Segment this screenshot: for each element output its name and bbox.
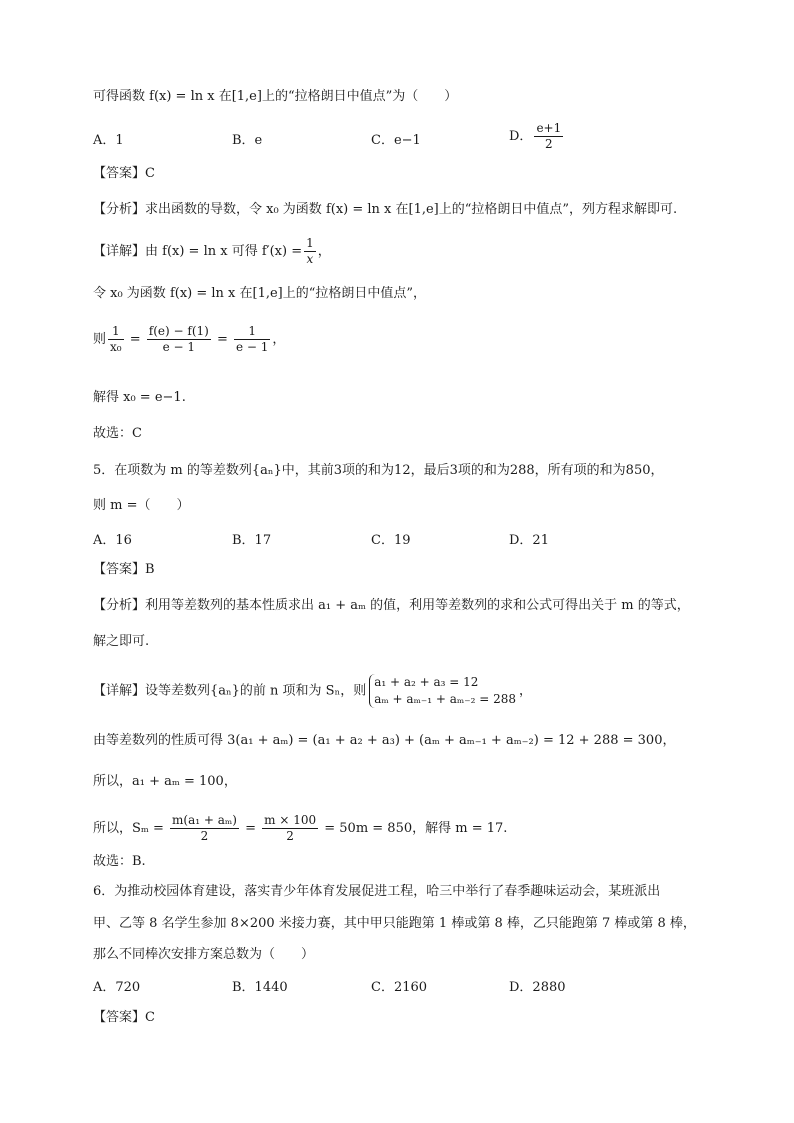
q5-so2-prefix: 所以，Sₘ =: [93, 821, 164, 836]
q5-detail-suffix: ，: [519, 683, 533, 699]
q4-then-frac1-den: x₀: [110, 340, 122, 354]
q6-answer: 【答案】C: [93, 1010, 155, 1025]
q4-then-suffix: ，: [272, 332, 286, 347]
q6-stem-line2: 甲、乙等 8 名学生参加 8×200 米接力赛，其中甲只能跑第 1 棒或第 8 棒，乙只能跑第 7 棒或第 8 棒，: [93, 916, 696, 931]
q4-detail-numerator: 1: [306, 236, 314, 250]
q5-option-b: B．17: [232, 533, 272, 548]
q5-analysis-line1: 【分析】利用等差数列的基本性质求出 a₁ + aₘ 的值，利用等差数列的求和公式可得出关于 m 的等式，: [93, 598, 690, 613]
q4-options: [93, 121, 713, 151]
q4-detail-fraction: [304, 236, 316, 267]
q6-stem-line1: 6．为推动校园体育建设，落实青少年体育发展促进工程，哈三中举行了春季趣味运动会，某班派出: [93, 884, 661, 899]
q4-let-line: 令 x₀ 为函数 f(x) = ln x 在[1,e]上的“拉格朗日中值点”，: [93, 286, 427, 301]
q4-then-frac1: [108, 324, 124, 355]
q4-detail: [93, 236, 331, 267]
q5-property: 由等差数列的性质可得 3(a₁ + aₘ) = (a₁ + a₂ + a₃) + (aₘ + aₘ₋₁ + aₘ₋₂) = 12 + 288 = 300，: [93, 733, 676, 748]
q5-answer: 【答案】B: [93, 562, 155, 577]
q4-then-frac3-num: 1: [234, 324, 270, 340]
q5-so2-eq: =: [245, 821, 256, 836]
q5-so1: 所以，a₁ + aₘ = 100，: [93, 774, 237, 789]
q4-then-frac2-den: e − 1: [162, 340, 195, 354]
q5-so2: [93, 813, 507, 844]
q4-analysis: 【分析】求出函数的导数，令 x₀ 为函数 f(x) = ln x 在[1,e]上的“拉格朗日中值点”，列方程求解即可.: [93, 202, 678, 217]
q4-then-frac2: [147, 324, 211, 355]
q4-then-label: 则: [93, 332, 107, 347]
q4-option-a: A．1: [93, 133, 124, 148]
q5-option-a: A．16: [93, 533, 132, 548]
q4-option-d-label: D．: [509, 129, 533, 144]
q4-detail-prefix: 【详解】由 f(x) = ln x 可得 f′(x) =: [93, 244, 303, 259]
q4-then-eq1: =: [129, 332, 141, 347]
q5-so2-frac2: [262, 813, 318, 844]
q5-detail: [93, 674, 532, 708]
q4-option-d: [509, 121, 565, 152]
q6-stem-line3: 那么不同棒次安排方案总数为（ ）: [93, 947, 315, 962]
q4-option-c: C．e−1: [371, 133, 421, 148]
q5-so2-frac1-num: m(a₁ + aₘ): [172, 813, 237, 827]
q4-option-d-numerator: e+1: [536, 121, 562, 135]
q4-option-b: B．e: [232, 133, 263, 148]
q5-so2-frac2-num: m × 100: [264, 813, 317, 827]
q4-then-frac3-den: e − 1: [236, 340, 269, 354]
q5-stem-line2: 则 m =（ ）: [93, 498, 190, 513]
q4-then-eq2: =: [216, 332, 228, 347]
q4-then-frac3: [234, 324, 270, 355]
q6-options: [93, 976, 713, 996]
q6-option-d: D．2880: [509, 980, 566, 995]
q4-then-line: [93, 324, 285, 355]
q4-option-d-denominator: 2: [545, 137, 553, 151]
q6-option-c: C．2160: [371, 980, 428, 995]
q4-detail-suffix: ，: [317, 244, 331, 259]
q5-system-eq1: a₁ + a₂ + a₃ = 12: [374, 675, 479, 689]
q4-detail-denominator: x: [306, 252, 314, 266]
q4-option-d-fraction: [534, 121, 563, 152]
q4-then-frac2-num: f(e) − f(1): [148, 324, 209, 338]
q4-then-frac1-num: 1: [108, 324, 124, 340]
q5-choose: 故选：B.: [93, 854, 146, 869]
q5-system-eq2: aₘ + aₘ₋₁ + aₘ₋₂ = 288: [374, 692, 517, 706]
q5-option-d: D．21: [509, 533, 549, 548]
q4-choose: 故选：C: [93, 426, 142, 441]
q4-solve: 解得 x₀ = e−1.: [93, 390, 186, 405]
q5-so2-frac1-den: 2: [200, 829, 209, 843]
q5-option-c: C．19: [371, 533, 411, 548]
q5-so2-frac2-den: 2: [286, 829, 294, 843]
q4-answer: 【答案】C: [93, 166, 155, 181]
q5-so2-suffix: = 50m = 850，解得 m = 17.: [324, 821, 508, 836]
q5-stem-line1: 5．在项数为 m 的等差数列{aₙ}中，其前3项的和为12，最后3项的和为288，所有项的和为850，: [93, 463, 664, 478]
q5-analysis-line2: 解之即可.: [93, 634, 150, 649]
q6-option-b: B．1440: [232, 980, 288, 995]
q5-so2-frac1: [170, 813, 239, 844]
q6-option-a: A．720: [93, 980, 141, 995]
q5-equation-system: [369, 674, 516, 708]
q5-detail-prefix: 【详解】设等差数列{aₙ}的前 n 项和为 Sₙ，则: [93, 683, 367, 699]
q4-stem: 可得函数 f(x) = ln x 在[1,e]上的“拉格朗日中值点”为（ ）: [93, 89, 458, 104]
q5-options: [93, 529, 713, 549]
